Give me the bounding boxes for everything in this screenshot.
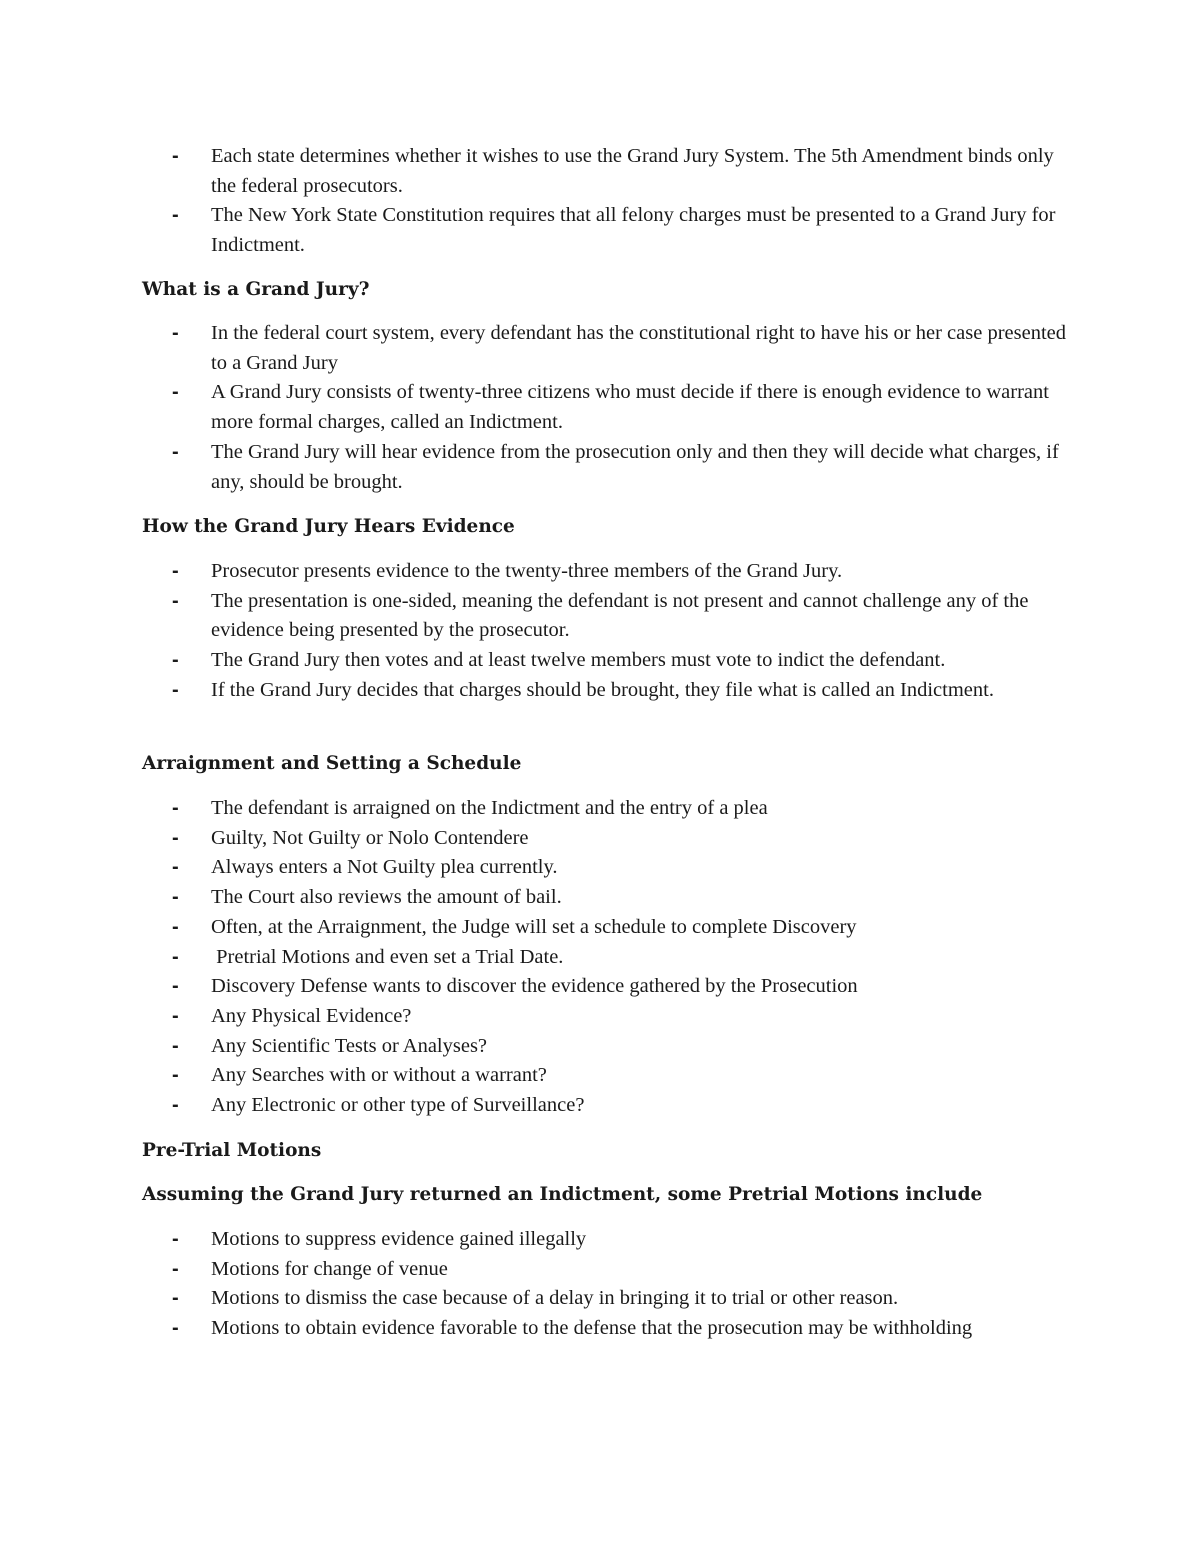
section-heading-pre-trial-motions: Pre-Trial Motions bbox=[142, 1140, 322, 1161]
dash-bullet: - bbox=[172, 204, 179, 227]
list-item-text: The defendant is arraigned on the Indictment and the entry of a plea bbox=[211, 797, 768, 819]
list-item-text: Any Scientific Tests or Analyses? bbox=[211, 1034, 488, 1057]
section-heading-what-is-grand-jury: What is a Grand Jury? bbox=[142, 279, 370, 300]
section3-list-block bbox=[0, 794, 1200, 1121]
list-item-text: The New York State Constitution requires that all felony charges must be presented to a Grand Jury for Indictment. bbox=[211, 204, 1056, 257]
list-item bbox=[0, 676, 1200, 706]
list-item bbox=[0, 1225, 1200, 1255]
dash-bullet: - bbox=[172, 975, 179, 998]
dash-bullet: - bbox=[172, 797, 179, 819]
list-item bbox=[0, 1061, 1200, 1091]
list-item bbox=[0, 378, 1200, 437]
list-item bbox=[0, 972, 1200, 1002]
list-item bbox=[0, 1314, 1200, 1344]
section1-list-block bbox=[0, 319, 1200, 497]
dash-bullet: - bbox=[172, 1004, 179, 1027]
dash-bullet: - bbox=[172, 1094, 179, 1117]
list-item-text: Any Physical Evidence? bbox=[211, 1004, 412, 1027]
dash-bullet: - bbox=[172, 915, 179, 938]
list-item bbox=[0, 557, 1200, 587]
list-item-text: Motions to obtain evidence favorable to the defense that the prosecution may be withholding bbox=[211, 1317, 973, 1340]
dash-bullet: - bbox=[172, 1034, 179, 1057]
section-heading-arraignment: Arraignment and Setting a Schedule bbox=[142, 753, 522, 774]
section2-list bbox=[0, 557, 1200, 706]
dash-bullet: - bbox=[172, 945, 179, 968]
list-item-text: Any Searches with or without a warrant? bbox=[211, 1064, 547, 1087]
list-item-text: In the federal court system, every defendant has the constitutional right to have his or her case presented to a Grand Jury bbox=[211, 322, 1067, 374]
list-item-text: Motions to dismiss the case because of a delay in bringing it to trial or other reason. bbox=[211, 1287, 899, 1310]
list-item bbox=[0, 142, 1200, 201]
dash-bullet: - bbox=[172, 856, 179, 879]
dash-bullet: - bbox=[172, 381, 179, 404]
list-item-text: The Grand Jury then votes and at least twelve members must vote to indict the defendant. bbox=[211, 649, 946, 672]
dash-bullet: - bbox=[172, 886, 179, 909]
dash-bullet: - bbox=[172, 589, 179, 612]
list-item bbox=[0, 913, 1200, 943]
list-item bbox=[0, 794, 1200, 824]
section1-list bbox=[0, 319, 1200, 497]
list-item bbox=[0, 1002, 1200, 1032]
list-item bbox=[0, 646, 1200, 676]
intro-list-block bbox=[0, 142, 1200, 261]
list-item bbox=[0, 587, 1200, 646]
dash-bullet: - bbox=[172, 145, 179, 167]
section3-list bbox=[0, 794, 1200, 1121]
list-item bbox=[0, 1032, 1200, 1062]
dash-bullet: - bbox=[172, 322, 179, 344]
list-item-text: Each state determines whether it wishes to use the Grand Jury System. The 5th Amendment binds only the federal prosecutors. bbox=[211, 145, 1054, 197]
list-item-text: Often, at the Arraignment, the Judge will set a schedule to complete Discovery bbox=[211, 915, 857, 938]
list-item-text: Any Electronic or other type of Surveillance? bbox=[211, 1094, 585, 1117]
dash-bullet: - bbox=[172, 1064, 179, 1087]
section4-list bbox=[0, 1225, 1200, 1344]
dash-bullet: - bbox=[172, 678, 179, 701]
section-subheading-pretrial-motions-include: Assuming the Grand Jury returned an Indictment, some Pretrial Motions include bbox=[142, 1184, 983, 1205]
dash-bullet: - bbox=[172, 560, 179, 582]
dash-bullet: - bbox=[172, 1257, 179, 1280]
dash-bullet: - bbox=[172, 826, 179, 849]
list-item bbox=[0, 1284, 1200, 1314]
list-item bbox=[0, 319, 1200, 378]
list-item bbox=[0, 201, 1200, 260]
list-item-text: Motions for change of venue bbox=[211, 1257, 448, 1280]
list-item bbox=[0, 1255, 1200, 1285]
list-item-text: The Grand Jury will hear evidence from the prosecution only and then they will decide what charges, if any, should be brought. bbox=[211, 440, 1059, 493]
list-item bbox=[0, 824, 1200, 854]
intro-list bbox=[0, 142, 1200, 261]
dash-bullet: - bbox=[172, 649, 179, 672]
list-item bbox=[0, 1091, 1200, 1121]
list-item bbox=[0, 438, 1200, 497]
section2-list-block bbox=[0, 557, 1200, 706]
dash-bullet: - bbox=[172, 1228, 179, 1250]
list-item-text: A Grand Jury consists of twenty-three citizens who must decide if there is enough evidence to warrant more formal charges, called an Indictment. bbox=[211, 381, 1049, 434]
list-item-text: Pretrial Motions and even set a Trial Date. bbox=[211, 945, 564, 968]
list-item-text: Always enters a Not Guilty plea currently. bbox=[211, 856, 558, 879]
list-item bbox=[0, 943, 1200, 973]
section4-list-block bbox=[0, 1225, 1200, 1344]
dash-bullet: - bbox=[172, 1287, 179, 1310]
list-item-text: The presentation is one-sided, meaning the defendant is not present and cannot challenge any of the evidence being presented by the prosecutor. bbox=[211, 589, 1029, 642]
dash-bullet: - bbox=[172, 1317, 179, 1340]
list-item-text: The Court also reviews the amount of bail. bbox=[211, 886, 562, 909]
list-item-text: Motions to suppress evidence gained illegally bbox=[211, 1228, 587, 1250]
list-item bbox=[0, 853, 1200, 883]
list-item-text: Discovery Defense wants to discover the evidence gathered by the Prosecution bbox=[211, 975, 858, 998]
list-item-text: Guilty, Not Guilty or Nolo Contendere bbox=[211, 826, 529, 849]
list-item bbox=[0, 883, 1200, 913]
section-heading-how-grand-jury-hears-evidence: How the Grand Jury Hears Evidence bbox=[142, 516, 515, 537]
dash-bullet: - bbox=[172, 440, 179, 463]
list-item-text: Prosecutor presents evidence to the twenty-three members of the Grand Jury. bbox=[211, 560, 843, 582]
list-item-text: If the Grand Jury decides that charges should be brought, they file what is called an Indictment. bbox=[211, 678, 994, 701]
